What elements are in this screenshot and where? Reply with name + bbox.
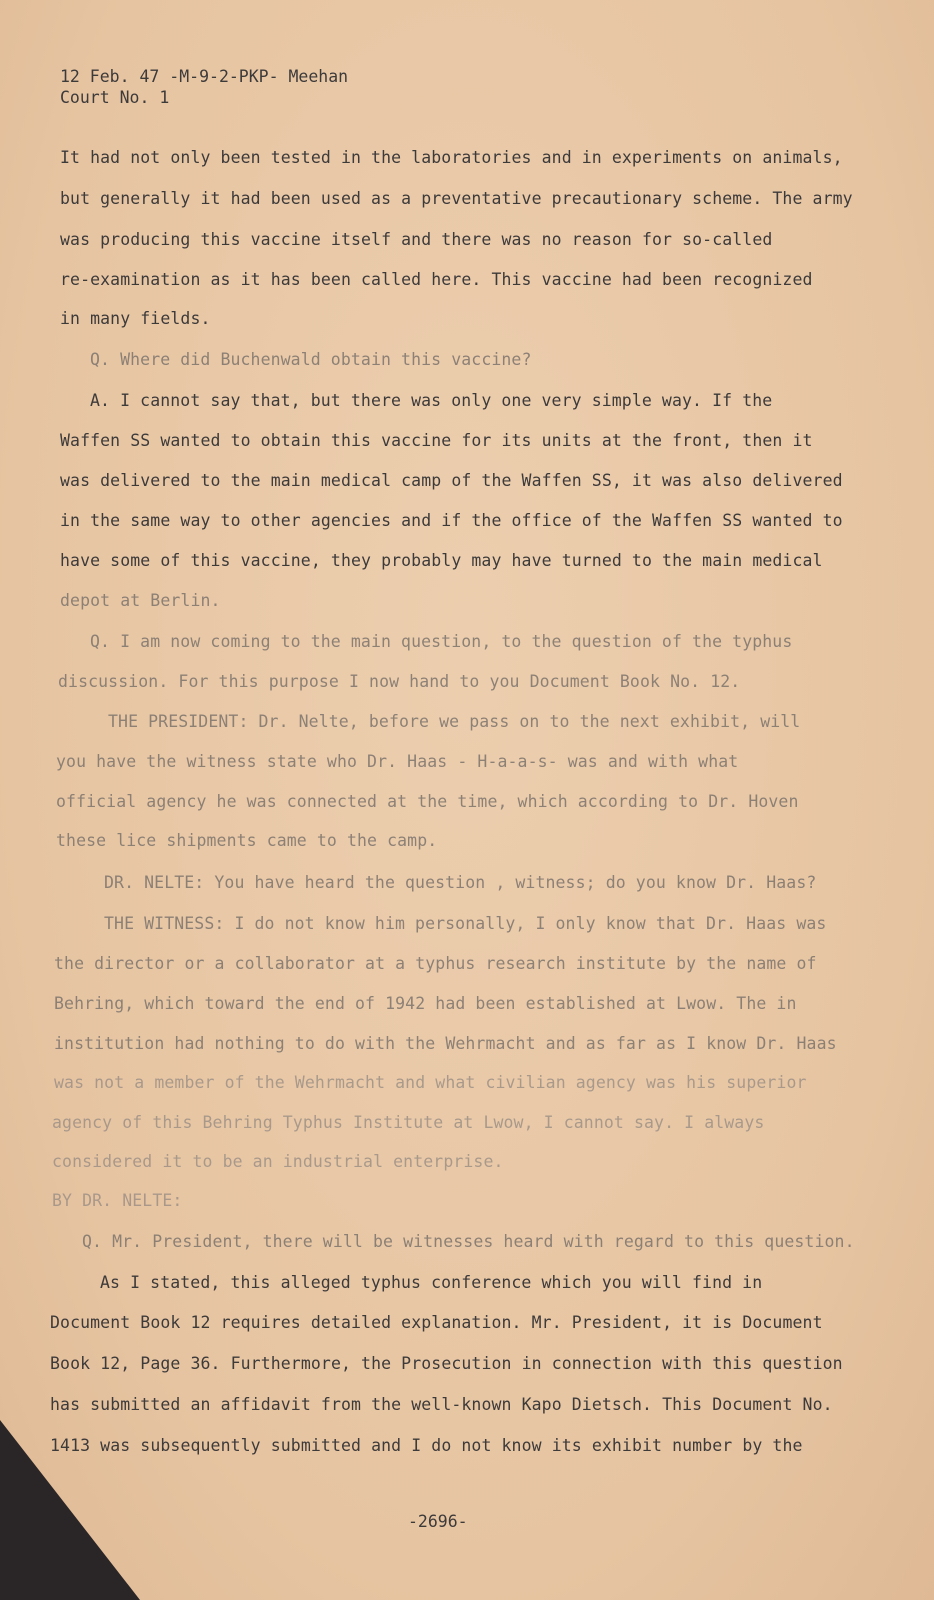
text-line: institution had nothing to do with the Wehrmacht and as far as I know Dr. Haas (54, 1034, 837, 1053)
text-line: depot at Berlin. (60, 591, 221, 610)
text-line: in many fields. (60, 309, 211, 328)
header-line-1: 12 Feb. 47 -M-9-2-PKP- Meehan (60, 67, 349, 86)
text-line: A. I cannot say that, but there was only one very simple way. If the (90, 391, 773, 410)
text-line: THE PRESIDENT: Dr. Nelte, before we pass on to the next exhibit, will (108, 712, 801, 731)
header (60, 66, 348, 108)
torn-corner (0, 1420, 140, 1600)
text-line: Behring, which toward the end of 1942 had been established at Lwow. The in (54, 994, 797, 1013)
text-line: Q. I am now coming to the main question, to the question of the typhus (90, 632, 793, 651)
text-line: have some of this vaccine, they probably may have turned to the main medical (60, 551, 823, 570)
text-line: DR. NELTE: You have heard the question , witness; do you know Dr. Haas? (104, 873, 817, 892)
text-line: was delivered to the main medical camp of the Waffen SS, it was also delivered (60, 471, 843, 490)
text-line: re-examination as it has been called here. This vaccine had been recognized (60, 270, 813, 289)
text-line: BY DR. NELTE: (52, 1191, 183, 1210)
text-line: 1413 was subsequently submitted and I do not know its exhibit number by the (50, 1436, 803, 1455)
text-line: official agency he was connected at the time, which according to Dr. Hoven (56, 792, 799, 811)
text-line: considered it to be an industrial enterprise. (52, 1152, 504, 1171)
text-line: was producing this vaccine itself and there was no reason for so-called (60, 230, 773, 249)
text-line: in the same way to other agencies and if the office of the Waffen SS wanted to (60, 511, 843, 530)
text-line: has submitted an affidavit from the well-known Kapo Dietsch. This Document No. (50, 1395, 833, 1414)
text-line: Book 12, Page 36. Furthermore, the Prosecution in connection with this question (50, 1354, 843, 1373)
text-line: It had not only been tested in the laboratories and in experiments on animals, (60, 148, 843, 167)
header-line-2: Court No. 1 (60, 88, 170, 107)
text-line: Waffen SS wanted to obtain this vaccine for its units at the front, then it (60, 431, 813, 450)
text-line: but generally it had been used as a preventative precautionary scheme. The army (60, 189, 853, 208)
text-line: THE WITNESS: I do not know him personally, I only know that Dr. Haas was (104, 914, 827, 933)
text-line: the director or a collaborator at a typhus research institute by the name of (54, 954, 817, 973)
text-line: As I stated, this alleged typhus conference which you will find in (100, 1273, 763, 1292)
text-line: Document Book 12 requires detailed explanation. Mr. President, it is Document (50, 1313, 823, 1332)
page-number: -2696- (408, 1512, 468, 1531)
text-line: agency of this Behring Typhus Institute at Lwow, I cannot say. I always (52, 1113, 765, 1132)
text-line: these lice shipments came to the camp. (56, 831, 438, 850)
text-line: Q. Where did Buchenwald obtain this vaccine? (90, 350, 532, 369)
text-line: was not a member of the Wehrmacht and what civilian agency was his superior (54, 1073, 807, 1092)
text-line: you have the witness state who Dr. Haas - H-a-a-s- was and with what (56, 752, 739, 771)
text-line: Q. Mr. President, there will be witnesses heard with regard to this question. (82, 1232, 855, 1251)
text-line: discussion. For this purpose I now hand to you Document Book No. 12. (58, 672, 741, 691)
